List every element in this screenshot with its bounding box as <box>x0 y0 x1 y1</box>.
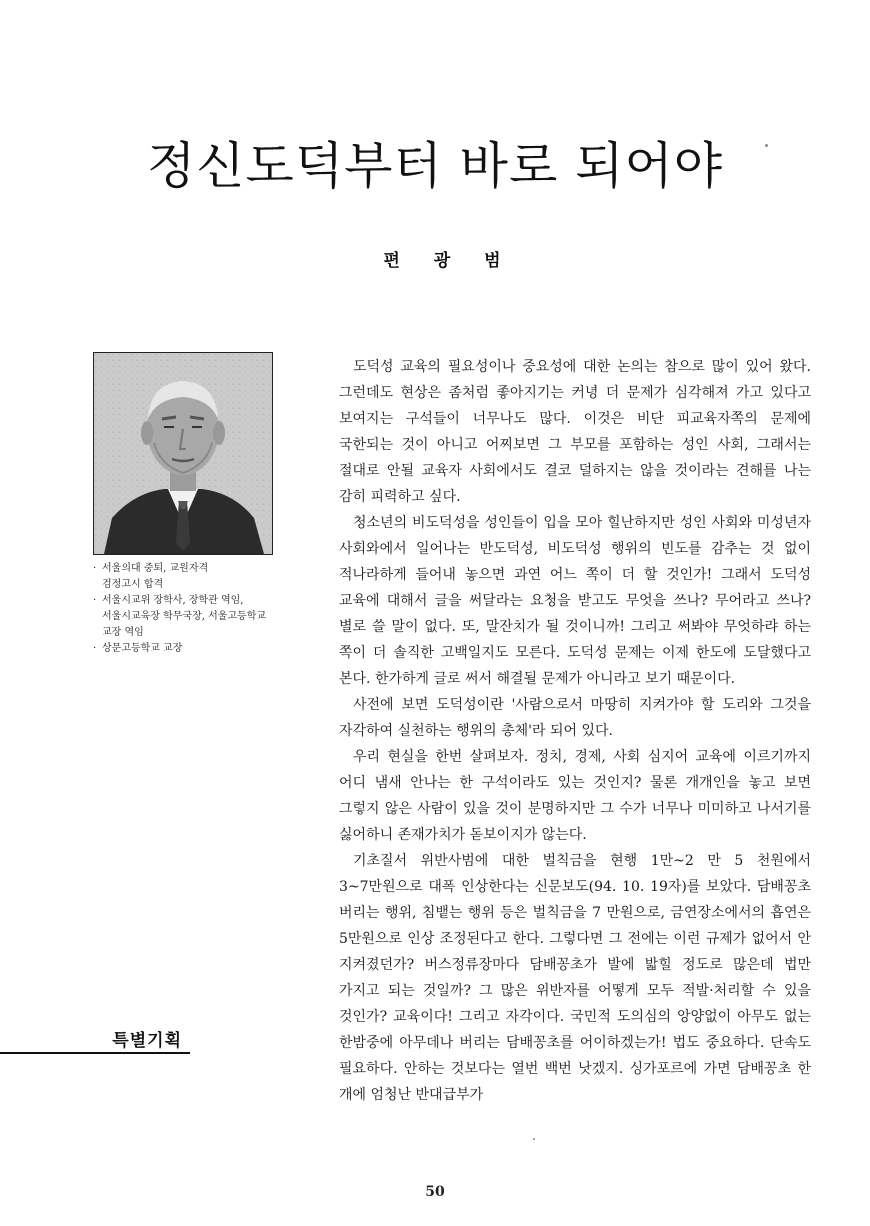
body-paragraph: 도덕성 교육의 필요성이나 중요성에 대한 논의는 참으로 많이 있어 왔다. 그런데도 현상은 좀처럼 좋아지기는 커녕 더 문제가 심각해져 가고 있다고 보여지는 구석들이 너무나도 많다. 이것은 비단 피교육자쪽의 문제에 국한되는 것이 아니고 어찌보면 그 부모를 포함하는 성인 사회, 그래서는 절대로 안될 교육자 사회에서도 결코 덜하지는 않을 것이라는 견해를 나는 감히 피력하고 싶다. <box>339 359 811 505</box>
portrait-image <box>94 353 272 554</box>
section-tag-label: 특별기획 <box>112 1031 182 1051</box>
scan-speck <box>533 1138 535 1140</box>
body-paragraph: 우리 현실을 한번 살펴보자. 정치, 경제, 사회 심지어 교육에 이르기까지 어디 냄새 안나는 한 구석이라도 있는 것인지? 물론 개개인을 놓고 보면 그렇지 않은 사람이 있을 것이 분명하지만 그 수가 너무나 미미하고 나서기를 싫어하니 존재가치가 돋보이지가 않는다. <box>339 749 811 843</box>
bio-item: · 서울시교위 장학사, 장학관 역임, 서울시교육장 학무국장, 서울고등학교 교장 역임 <box>93 593 323 641</box>
scan-speck <box>765 144 768 147</box>
author-bio-list <box>93 561 323 657</box>
author-name: 편 광 범 <box>383 251 515 271</box>
bio-item: · 상문고등학교 교장 <box>93 641 323 657</box>
author-photo <box>93 352 273 555</box>
body-paragraph: 사전에 보면 도덕성이란 '사람으로서 마땅히 지켜가야 할 도리와 그것을 자각하여 실천하는 행위의 총체'라 되어 있다. <box>339 697 811 739</box>
article-title: 정신도덕부터 바로 되어야 <box>146 137 724 195</box>
body-paragraph: 청소년의 비도덕성을 성인들이 입을 모아 힐난하지만 성인 사회와 미성년자 사회와에서 일어나는 반도덕성, 비도덕성 행위의 빈도를 감추는 것 없이 적나라하게 들어내 놓으면 과연 어느 쪽이 더 할 것인가! 그래서 도덕성 교육에 대해서 글을 써달라는 요청을 받고도 무엇을 쓰나? 무어라고 쓰나? 별로 쓸 말이 없다. 또, 말잔치가 될 것이니까! 그리고 써봐야 무엇하랴 하는 쪽이 더 솔직한 고백일지도 모른다. 도덕성 문제는 이제 한도에 도달했다고 본다. 한가하게 글로 써서 해결될 문제가 아니라고 보기 때문이다. <box>339 515 811 687</box>
article-body <box>339 354 811 1108</box>
bio-item: · 서울의대 중퇴, 교원자격 검정고시 합격 <box>93 561 323 593</box>
body-paragraph: 기초질서 위반사범에 대한 벌칙금을 현행 1만~2 만 5 천원에서 3~7만원으로 대폭 인상한다는 신문보도(94. 10. 19자)를 보았다. 담배꽁초 버리는 행위, 침뱉는 행위 등은 벌칙금을 7 만원으로, 금연장소에서의 흡연은 5만원으로 인상 조정된다고 한다. 그렇다면 그 전에는 이런 규제가 없어서 안 지켜졌던가? 버스정류장마다 담배꽁초가 발에 밟힐 정도로 많은데 법만 가지고 되는 것일까? 그 많은 위반자를 어떻게 모두 적발·처리할 수 있을 것인가? 교육이다! 그리고 자각이다. 국민적 도의심의 앙양없이 아무도 없는 한밤중에 아무데나 버리는 담배꽁초를 어이하겠는가! 법도 중요하다. 단속도 필요하다. 안하는 것보다는 열번 백번 낫겠지. 싱가포르에 가면 담배꽁초 한 개에 엄청난 반대급부가 <box>339 853 811 1103</box>
page-number: 50 <box>425 1184 445 1200</box>
section-tag <box>0 1024 190 1054</box>
